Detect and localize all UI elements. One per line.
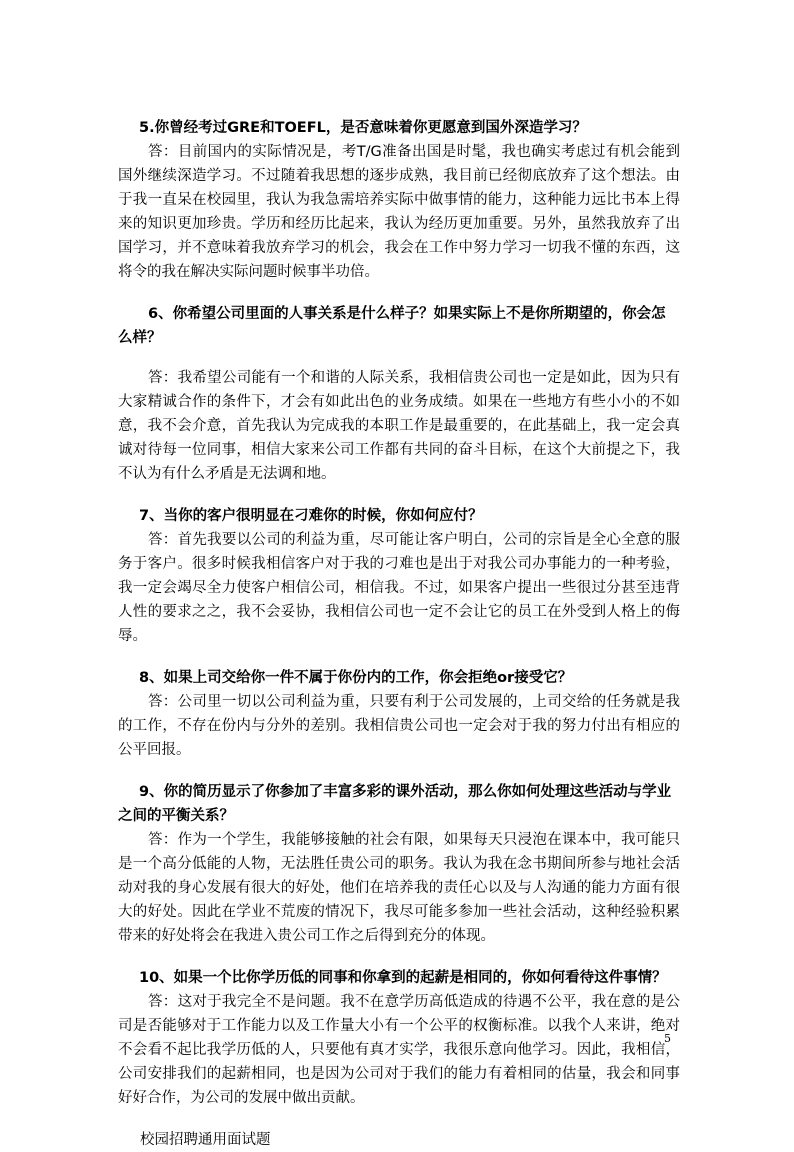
spacer xyxy=(118,948,680,966)
spacer xyxy=(118,762,680,780)
answer-10: 答：这对于我完全不是问题。我不在意学历高低造成的待遇不公平，我在意的是公司是否能够对于工作能力以及工作量大小有一个公平的权衡标准。以我个人来讲，绝对不会看不起比我学历低的人，只要他有真才实学，我很乐意向他学习。因此，我相信，公司安排我们的起薪相同，也是因为公司对于我们的能力有着相同的估量，我会和同事好好合作，为公司的发展中做出贡献。 xyxy=(118,994,680,1106)
answer-5: 答：目前国内的实际情况是，考T/G准备出国是时髦，我也确实考虑过有机会能到国外继续深造学习。不过随着我思想的逐步成熟，我目前已经彻底放弃了这个想法。由于我一直呆在校园里，我认为我急需培养实际中做事情的能力，这种能力远比书本上得来的知识更加珍贵。学历和经历比起来，我认为经历更加重要。另外，虽然我放弃了出国学习，并不意味着我放弃学习的机会，我会在工作中努力学习一切我不懂的东西，这将令的我在解决实际问题时候事半功倍。 xyxy=(118,144,680,280)
answer-7: 答：首先我要以公司的利益为重，尽可能让客户明白，公司的宗旨是全心全意的服务于客户。很多时候我相信客户对于我的刁难也是出于对我公司办事能力的一种考验，我一定会竭尽全力使客户相信公司，相信我。不过，如果客户提出一些很过分甚至违背人性的要求之之，我不会妥协，我相信公司也一定不会让它的员工在外受到人格上的侮辱。 xyxy=(118,532,680,644)
spacer xyxy=(118,350,680,366)
question-9: 9、你的简历显示了你参加了丰富多彩的课外活动，那么你如何处理这些活动与学业 之间的平衡关系？ xyxy=(118,784,672,824)
page-number: 5 xyxy=(664,1032,671,1045)
answer-8: 答：公司里一切以公司利益为重，只要有利于公司发展的，上司交给的任务就是我的工作，不存在份内与分外的差别。我相信贵公司也一定会对于我的努力付出有相应的公平回报。 xyxy=(118,694,680,758)
question-7: 7、当你的客户很明显在刁难你的时候，你如何应付？ xyxy=(139,508,483,524)
answer-9: 答：作为一个学生，我能够接触的社会有限，如果每天只浸泡在课本中，我可能只是一个高分低能的人物，无法胜任贵公司的职务。我认为我在念书期间所参与地社会活动对我的身心发展有很大的好处，他们在培养我的责任心以及与人沟通的能力方面有很大的好处。因此在学业不荒废的情况下，我尽可能多参加一些社会活动，这种经验积累带来的好处将会在我进入贵公司工作之后得到充分的体现。 xyxy=(118,832,680,944)
spacer xyxy=(118,1110,680,1128)
footer-text: 校园招聘通用面试题 xyxy=(140,1132,271,1148)
document-body xyxy=(118,116,680,1152)
question-6: 6、你希望公司里面的人事关系是什么样子？如果实际上不是你所期望的，你会怎么样？ xyxy=(118,306,666,346)
question-5: 5.你曾经考过GRE和TOEFL，是否意味着你更愿意到国外深造学习？ xyxy=(139,120,587,136)
spacer xyxy=(118,648,680,666)
spacer xyxy=(118,486,680,504)
question-10: 10、如果一个比你学历低的同事和你拿到的起薪是相同的，你如何看待这件事情？ xyxy=(139,970,667,986)
question-8: 8、如果上司交给你一件不属于你份内的工作，你会拒绝or接受它？ xyxy=(139,670,573,686)
answer-6: 答：我希望公司能有一个和谐的人际关系，我相信贵公司也一定是如此，因为只有大家精诚合作的条件下，才会有如此出色的业务成绩。如果在一些地方有些小小的不如意，我不会介意，首先我认为完成我的本职工作是最重要的，在此基础上，我一定会真诚对待每一位同事，相信大家来公司工作都有共同的奋斗目标，在这个大前提之下，我不认为有什么矛盾是无法调和地。 xyxy=(118,370,680,482)
spacer xyxy=(118,284,680,302)
